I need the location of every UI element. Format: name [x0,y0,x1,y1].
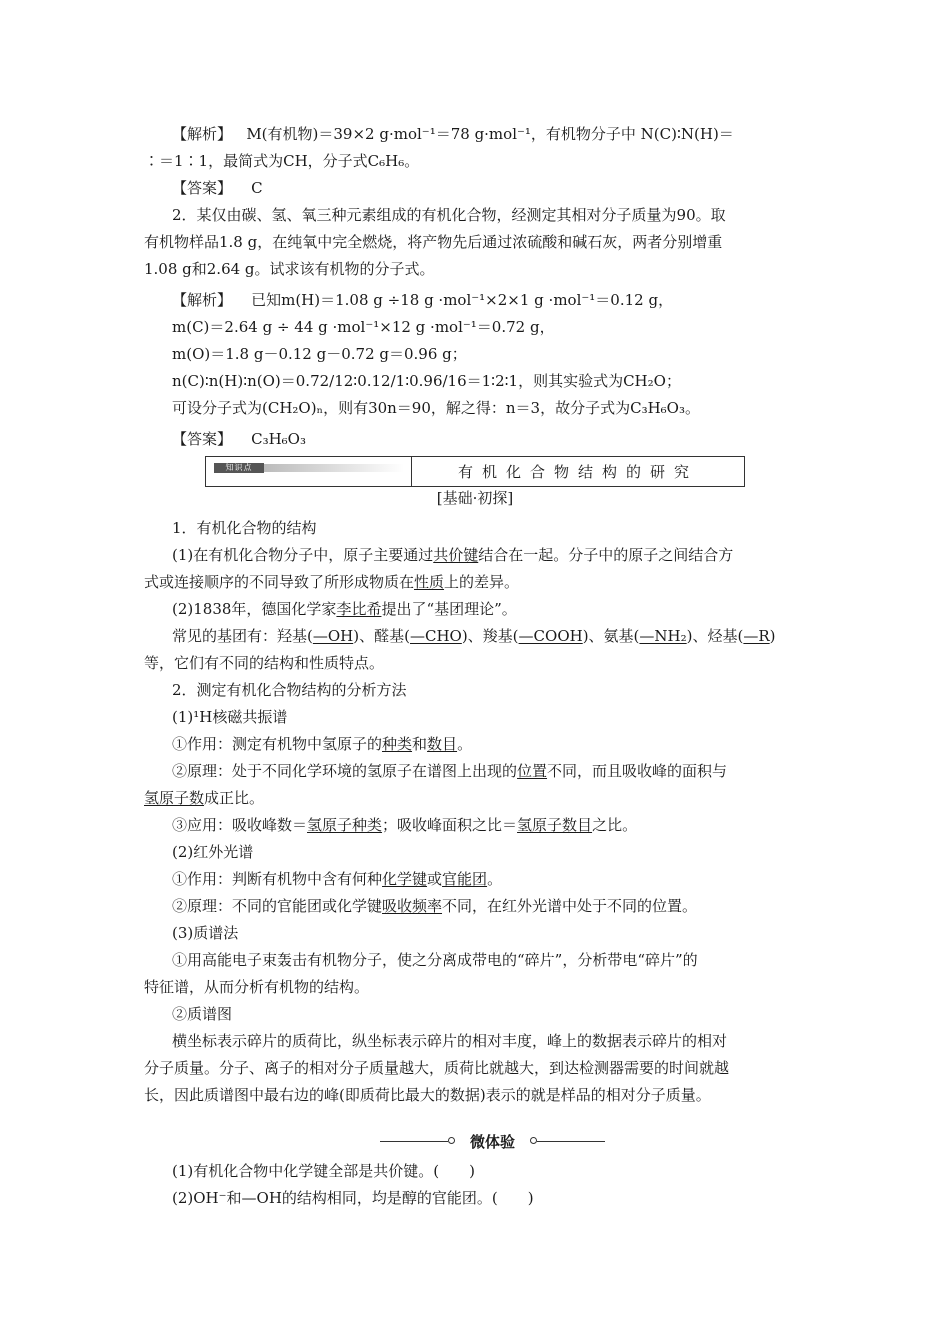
text: 之比。 [592,816,638,834]
text: (1)在有机化合物分子中，原子主要通过 [172,546,434,564]
text: )、烃基( [686,627,744,645]
q2-answer-line [172,428,306,450]
q2-answer-value: C₃H₆O₃ [251,430,306,448]
ir-heading: (2)红外光谱 [172,843,254,861]
micro-experience-title: 微体验 [469,1133,515,1151]
text: ) [769,627,776,645]
text: (2)1838年，德国化学家 [172,600,337,618]
answer-value: C [251,179,263,197]
ms-para-line-2: 分子质量。分子、离子的相对分子质量越大，质荷比就越大，到达检测器需要的时间就越 [144,1059,730,1077]
q2-analysis-text-1: 已知m(H)＝1.08 g ÷18 g ·mol⁻¹×2×1 g ·mol⁻¹＝0.12 g， [251,291,674,309]
nmr-principle-line-2 [144,787,264,809]
underlined-term: —COOH [518,627,583,645]
nmr-heading: (1)¹H核磁共振谱 [172,708,288,726]
heading-methods: 2．测定有机化合物结构的分析方法 [172,681,407,699]
underlined-term: 化学键 [382,870,428,888]
answer-line-1 [172,177,263,199]
underlined-term: 种类 [382,735,413,753]
text: 和 [412,735,428,753]
groups-line-1 [172,625,776,647]
text: )、羧基( [461,627,519,645]
underlined-term: 吸收频率 [382,897,443,915]
underlined-term: —NH₂ [639,627,687,645]
q2-analysis-line-2: m(C)＝2.64 g ÷ 44 g ·mol⁻¹×12 g ·mol⁻¹＝0.72 g， [172,318,555,336]
ms-heading: (3)质谱法 [172,924,239,942]
ms-point-1-line-1: ①用高能电子束轰击有机物分子，使之分离成带电的“碎片”，分析带电“碎片”的 [172,951,698,969]
structure-para-1-line-2 [144,571,519,593]
q2-analysis-line-3: m(O)＝1.8 g－0.12 g－0.72 g＝0.96 g； [172,345,467,363]
ir-function [172,868,502,890]
heading-structure: 1．有机化合物的结构 [172,519,317,537]
text: ②原理：不同的官能团或化学键 [172,897,383,915]
analysis-text: M(有机物)＝39×2 g·mol⁻¹＝78 g·mol⁻¹，有机物分子中 N(C)∶N(H)＝ [246,125,734,143]
text: 提出了“基团理论”。 [381,600,517,618]
quiz-item-2: (2)OH⁻和—OH的结构相同，均是醇的官能团。( ) [172,1189,534,1207]
ms-point-1-line-2: 特征谱，从而分析有机物的结构。 [144,978,370,996]
text: )、醛基( [353,627,410,645]
section-badge-cell [206,457,412,486]
underlined-term: —R [743,627,770,645]
text: 成正比。 [204,789,265,807]
underlined-term: —CHO [409,627,462,645]
ms-point-2: ②质谱图 [172,1005,233,1023]
q2-answer-tag: 【答案】 [172,430,233,448]
text: 式或连接顺序的不同导致了所形成物质在 [144,573,415,591]
section-title: 有机化合物结构的研究 [457,463,698,481]
micro-experience-divider [380,1131,605,1153]
section-subtitle: [基础·初探] [436,489,514,507]
section-header-box [205,456,745,487]
underlined-term: 氢原子数目 [517,816,593,834]
text: ①作用：判断有机物中含有何种 [172,870,383,888]
text: )、氨基( [582,627,640,645]
nmr-function [172,733,472,755]
analysis-line-1 [172,123,734,145]
text: 或 [427,870,443,888]
question-2-line-2: 有机物样品1.8 g，在纯氧中完全燃烧，将产物先后通过浓硫酸和碱石灰，两者分别增重 [144,233,723,251]
nmr-principle-line-1 [172,760,727,782]
text: ③应用：吸收峰数＝ [172,816,308,834]
text: 结合在一起。分子中的原子之间结合方 [478,546,734,564]
underlined-term: 数目 [427,735,458,753]
text: ②原理：处于不同化学环境的氢原子在谱图上出现的 [172,762,518,780]
structure-para-1-line-1 [172,544,733,566]
text: ①作用：测定有机物中氢原子的 [172,735,383,753]
divider-line-left [380,1141,448,1142]
ms-para-line-3: 长，因此质谱图中最右边的峰(即质荷比最大的数据)表示的就是样品的相对分子质量。 [144,1086,711,1104]
divider-circle-right [530,1137,537,1144]
divider-line-right [537,1141,605,1142]
underlined-term: 官能团 [442,870,488,888]
underlined-term: 性质 [414,573,445,591]
text: 。 [487,870,503,888]
question-2-line-3: 1.08 g和2.64 g。试求该有机物的分子式。 [144,260,435,278]
q2-analysis-line-4: n(C)∶n(H)∶n(O)＝0.72/12∶0.12/1∶0.96/16＝1∶2∶1，则其实验式为CH₂O； [172,372,681,390]
quiz-item-1: (1)有机化合物中化学键全部是共价键。( ) [172,1162,475,1180]
nmr-application [172,814,637,836]
analysis-tag: 【解析】 [172,125,233,143]
underlined-term: 位置 [517,762,548,780]
section-badge: 知识点 [214,463,264,473]
ms-para-line-1: 横坐标表示碎片的质荷比，纵坐标表示碎片的相对丰度，峰上的数据表示碎片的相对 [172,1032,728,1050]
text: 上的差异。 [444,573,520,591]
divider-circle-left [448,1137,455,1144]
text: 不同，而且吸收峰的面积与 [547,762,728,780]
text: 不同，在红外光谱中处于不同的位置。 [442,897,698,915]
underlined-term: 李比希 [336,600,382,618]
question-2-line-1: 2．某仅由碳、氢、氧三种元素组成的有机化合物，经测定其相对分子质量为90。取 [172,206,726,224]
q2-analysis-tag: 【解析】 [172,291,233,309]
groups-line-2: 等，它们有不同的结构和性质特点。 [144,654,385,672]
analysis-line-2: ∶＝1∶1，最简式为CH，分子式C₆H₆。 [144,152,420,170]
underlined-term: —OH [312,627,354,645]
underlined-term: 氢原子数 [144,789,205,807]
ir-principle [172,895,697,917]
section-badge-fade [264,464,404,472]
text: 常见的基团有：羟基( [172,627,313,645]
underlined-term: 氢原子种类 [307,816,383,834]
text: 。 [457,735,473,753]
structure-para-2 [172,598,517,620]
q2-analysis-line-5: 可设分子式为(CH₂O)ₙ，则有30n＝90，解之得：n＝3，故分子式为C₃H₆O₃。 [172,399,700,417]
underlined-term: 共价键 [433,546,479,564]
q2-analysis-line-1 [172,289,673,311]
answer-tag: 【答案】 [172,179,233,197]
text: ；吸收峰面积之比＝ [382,816,518,834]
